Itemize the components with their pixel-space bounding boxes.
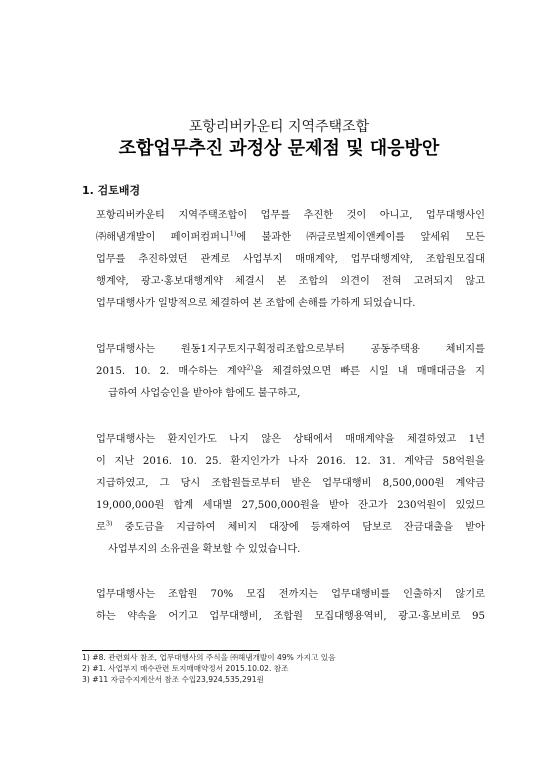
word: 고려되지 bbox=[413, 276, 454, 287]
word: 추진하였던 bbox=[138, 254, 188, 265]
word: 체결하였으면 bbox=[272, 366, 332, 377]
word: 2015. bbox=[96, 366, 126, 377]
footnote-item: 1) #8. 관련회사 참조, 업무대행사의 주식을 ㈜해냄개발이 49% 가지고 있음 bbox=[82, 653, 336, 662]
word: 있었습니다. bbox=[247, 544, 301, 555]
word: 않기로 bbox=[455, 589, 485, 600]
word: 업무를 bbox=[96, 254, 126, 265]
paragraph-line bbox=[96, 293, 485, 315]
word: 되었습니다. bbox=[363, 298, 416, 309]
word: 공동주택용 bbox=[370, 344, 420, 355]
word: 광고·홍보대행계약 bbox=[140, 276, 223, 287]
word: 31. bbox=[379, 456, 396, 467]
footnote-ref: 2) bbox=[246, 363, 254, 372]
word: 사업부지의 bbox=[108, 544, 158, 555]
word: 12. bbox=[354, 456, 371, 467]
word: 계약$^{2)}$을 bbox=[226, 363, 264, 377]
word: 업무대행비 bbox=[322, 478, 372, 489]
word: 것이 bbox=[346, 210, 367, 221]
word: 세대별 bbox=[202, 500, 233, 511]
word: 수 bbox=[235, 544, 245, 555]
paragraph bbox=[96, 339, 485, 405]
word: 계약금 bbox=[455, 478, 485, 489]
word: 업무대행비를 bbox=[331, 589, 391, 600]
paragraph-line bbox=[96, 361, 485, 383]
word: 있었므 bbox=[455, 500, 485, 511]
paragraph-line bbox=[96, 473, 485, 495]
word: 70% bbox=[210, 589, 234, 600]
word: 지급하였고, bbox=[96, 478, 149, 489]
word: 앞세워 bbox=[420, 232, 450, 243]
word: 2. bbox=[159, 366, 170, 377]
paragraph-line bbox=[96, 539, 485, 561]
word: 10. bbox=[180, 456, 197, 467]
word: 지 bbox=[475, 366, 485, 377]
document-subtitle: 포항리버카운티 지역주택조합 bbox=[188, 119, 370, 135]
paragraph-line bbox=[96, 227, 485, 249]
word: 지난 bbox=[114, 456, 135, 467]
paragraph-line bbox=[96, 429, 485, 451]
word: 로$^{3)}$ bbox=[96, 519, 113, 533]
word: 내 bbox=[397, 366, 408, 377]
word: 인출하지 bbox=[403, 589, 443, 600]
word: 2016. bbox=[316, 456, 346, 467]
paragraph-line bbox=[96, 383, 485, 405]
word: 페이퍼컴퍼니$^{1)}$에 bbox=[170, 229, 247, 243]
paragraph-line bbox=[96, 495, 485, 517]
word: 담보로 bbox=[362, 522, 392, 533]
word: 환지인가도 bbox=[167, 434, 217, 445]
word: 함에도 bbox=[225, 388, 255, 399]
word: 58억원을 bbox=[442, 456, 485, 467]
word: 매수하는 bbox=[178, 366, 218, 377]
word: ㈜글로벌제이앤케이를 bbox=[306, 232, 406, 243]
word: 손해를 bbox=[298, 298, 328, 309]
paragraph-line bbox=[96, 451, 485, 473]
word: 업무대행사는 bbox=[96, 589, 156, 600]
word: 모집대행용역비, bbox=[314, 611, 387, 622]
word: 조합의 bbox=[298, 276, 329, 287]
word: 본 bbox=[276, 276, 287, 287]
paragraph-line bbox=[96, 584, 485, 606]
word: 중도금을 bbox=[124, 522, 164, 533]
word: 일방적으로 bbox=[158, 298, 208, 309]
word: 시일 bbox=[369, 366, 389, 377]
word: 의견이 bbox=[340, 276, 370, 287]
word: 조합원 bbox=[168, 589, 198, 600]
word: 급하여 bbox=[108, 388, 138, 399]
word: 조합원모집대 bbox=[425, 254, 485, 265]
word: 매매계약, bbox=[295, 254, 338, 265]
word: 아니고, bbox=[379, 210, 413, 221]
word: 관계로 bbox=[200, 254, 231, 265]
word: 환지인가가 bbox=[230, 456, 280, 467]
word: 상태에서 bbox=[293, 434, 333, 445]
word: 받은 bbox=[291, 478, 312, 489]
word: 1년 bbox=[468, 434, 485, 445]
word: ㈜해냄개발이 bbox=[96, 232, 156, 243]
word: 받아야 bbox=[192, 388, 223, 399]
word: 체비지를 bbox=[445, 344, 485, 355]
word: 8,500,000원 bbox=[382, 478, 445, 489]
word: 매매대금을 bbox=[416, 366, 467, 377]
footnote-ref: 3) bbox=[105, 519, 113, 528]
word: 업무를 bbox=[260, 210, 291, 221]
word: 95 bbox=[472, 611, 485, 622]
word: 25. bbox=[205, 456, 222, 467]
word: 받아 bbox=[329, 500, 349, 511]
word: 본 bbox=[252, 298, 263, 309]
word: 원동1지구토지구획정리조합으로부터 bbox=[180, 344, 345, 355]
word: 않은 bbox=[261, 434, 281, 445]
footnote-ref: 1) bbox=[229, 229, 237, 238]
paragraph-line bbox=[96, 249, 485, 271]
word: 체결하여 bbox=[210, 298, 250, 309]
word: 하는 bbox=[96, 611, 116, 622]
paragraph-line bbox=[96, 271, 485, 293]
word: 매매계약을 bbox=[345, 434, 395, 445]
word: 체결하였고 bbox=[406, 434, 457, 445]
paragraph-line bbox=[96, 339, 485, 361]
word: 모든 bbox=[465, 232, 485, 243]
word: 업무대행비, bbox=[209, 611, 262, 622]
word: 업무대행계약, bbox=[350, 254, 414, 265]
word: 어기고 bbox=[168, 611, 198, 622]
word: 계약금 bbox=[404, 456, 434, 467]
word: 이 bbox=[96, 456, 106, 467]
word: 230억원이 bbox=[397, 500, 447, 511]
word: 그 bbox=[159, 478, 170, 489]
paragraph bbox=[96, 584, 485, 628]
paragraph bbox=[96, 429, 485, 561]
word: 사업부지 bbox=[242, 254, 283, 265]
word: 나자 bbox=[288, 456, 308, 467]
word: 불구하고, bbox=[257, 388, 301, 399]
word: 조합원 bbox=[273, 611, 303, 622]
footnote-divider bbox=[82, 650, 260, 651]
section-heading: 1. 검토배경 bbox=[82, 184, 141, 197]
word: 받아 bbox=[465, 522, 485, 533]
word: 조합에 bbox=[265, 298, 296, 309]
document-title: 조합업무추진 과정상 문제점 및 대응방안 bbox=[118, 138, 440, 159]
paragraph bbox=[96, 205, 485, 315]
word: 지역주택조합이 bbox=[178, 210, 248, 221]
footnote-item: 2) #1. 사업부지 매수관련 토지매매약정서 2015.10.02. 참조 bbox=[82, 664, 289, 673]
word: 업무대행사인 bbox=[425, 210, 485, 221]
word: 업무대행사가 bbox=[96, 298, 156, 309]
word: 행계약, bbox=[96, 276, 129, 287]
word: 2016. bbox=[142, 456, 173, 467]
word: 소유권을 bbox=[160, 544, 200, 555]
word: 전까지는 bbox=[278, 589, 319, 600]
word: 빠른 bbox=[340, 366, 360, 377]
word: 10. bbox=[134, 366, 151, 377]
word: 당시 bbox=[180, 478, 201, 489]
word: 27,500,000원을 bbox=[241, 500, 320, 511]
word: 지급하여 bbox=[176, 522, 216, 533]
word: 합계 bbox=[173, 500, 194, 511]
word: 체비지 bbox=[227, 522, 258, 533]
word: 잔고가 bbox=[358, 500, 388, 511]
word: 조합원들로부터 bbox=[211, 478, 281, 489]
word: 가하게 bbox=[330, 298, 361, 309]
word: 대장에 bbox=[269, 522, 299, 533]
word: 나지 bbox=[229, 434, 249, 445]
word: 업무대행사는 bbox=[96, 434, 156, 445]
word: 19,000,000원 bbox=[96, 500, 165, 511]
word: 확보할 bbox=[202, 544, 233, 555]
footnote-item: 3) #11 자금수지계산서 참조 수입23,924,535,291원 bbox=[82, 675, 264, 684]
word: 모집 bbox=[246, 589, 266, 600]
word: 업무대행사는 bbox=[96, 344, 156, 355]
word: 광고·홍보비로 bbox=[398, 611, 461, 622]
word: 약속을 bbox=[127, 611, 157, 622]
paragraph-line bbox=[96, 606, 485, 628]
word: 전혀 bbox=[381, 276, 402, 287]
footnotes bbox=[82, 652, 482, 685]
word: 포항리버카운티 bbox=[96, 210, 165, 221]
word: 사업승인을 bbox=[140, 388, 190, 399]
paragraph-line bbox=[96, 205, 485, 227]
word: 않고 bbox=[465, 276, 485, 287]
word: 추진한 bbox=[303, 210, 334, 221]
word: 불과한 bbox=[261, 232, 292, 243]
paragraph-line bbox=[96, 517, 485, 539]
word: 잔금대출을 bbox=[403, 522, 454, 533]
word: 등재하여 bbox=[310, 522, 351, 533]
word: 체결시 bbox=[234, 276, 265, 287]
